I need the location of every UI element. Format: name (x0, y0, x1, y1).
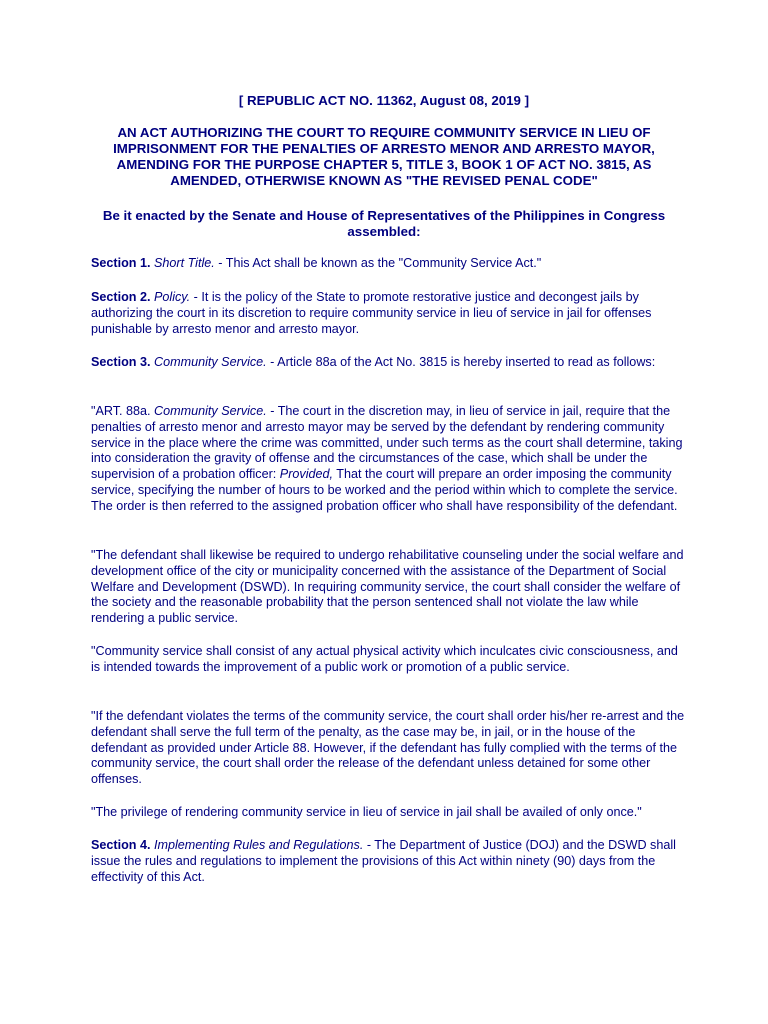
section-2-text: - It is the policy of the State to promote restorative justice and decongest jails by authorizing the court in its discretion to require community service in lieu of service in jail for offenses punishable by arresto menor and arresto mayor. (91, 290, 652, 336)
enacting-clause: Be it enacted by the Senate and House of Representatives of the Philippines in Congress assembled: (102, 208, 666, 239)
section-4-text: - The Department of Justice (DOJ) and the DSWD shall issue the rules and regulations to implement the provisions of this Act within ninety (90) days from the effectivity of this Act. (91, 838, 676, 884)
article-88a-paragraph-4: "If the defendant violates the terms of the community service, the court shall order his/her re-arrest and the defendant shall serve the full term of the penalty, as the case may be, in jail, or in the house of the defendant as provided under Article 88. However, if the defendant has fully complied with the terms of the community service, the court shall order the release of the defendant unless detained for some other offenses. (91, 709, 685, 787)
section-3-heading: Community Service. (154, 355, 267, 369)
section-1-label: Section 1. (91, 256, 151, 270)
article-lead: "ART. 88a. (91, 404, 155, 418)
section-3 (91, 355, 689, 371)
section-2-heading: Policy. (154, 290, 191, 304)
section-2-label: Section 2. (91, 290, 151, 304)
section-4-heading: Implementing Rules and Regulations. (154, 838, 364, 852)
article-88a-paragraph-5: "The privilege of rendering community service in lieu of service in jail shall be availed of only once." (91, 805, 642, 819)
article-88a-paragraph-3: "Community service shall consist of any actual physical activity which inculcates civic consciousness, and is intended towards the improvement of a public work or promotion of a public service. (91, 644, 678, 674)
article-88a-paragraph-2: "The defendant shall likewise be required to undergo rehabilitative counseling under the social welfare and development office of the city or municipality concerned with the assistance of the Department of Social Welfare and Development (DSWD). In requiring community service, the court shall consider the welfare of the society and the reasonable probability that the person sentenced shall not violate the law while rendering a public service. (91, 548, 684, 626)
article-text: - The court in the discretion may, in lieu of service in jail, require that the penalties of arresto menor and arresto mayor may be served by the defendant by rendering community service in the place where the crime was committed, under such terms as the court shall determine, taking into consideration the gravity of offense and the circumstances of the case, which shall be under the supervision of a probation officer: (91, 404, 683, 482)
section-4 (91, 838, 689, 885)
section-2 (91, 290, 689, 337)
section-3-label: Section 3. (91, 355, 151, 369)
section-4-label: Section 4. (91, 838, 151, 852)
act-number: [ REPUBLIC ACT NO. 11362, August 08, 2019 ] (238, 93, 530, 108)
article-proviso: Provided, (279, 467, 334, 482)
act-title: AN ACT AUTHORIZING THE COURT TO REQUIRE COMMUNITY SERVICE IN LIEU OF IMPRISONMENT FOR THE PENALTIES OF ARRESTO MENOR AND ARRESTO MAYOR, AMENDING FOR THE PURPOSE CHAPTER 5, TITLE 3, BOOK 1 OF ACT NO. 3815, AS AMENDED, OTHERWISE KNOWN AS "THE REVISED PENAL CODE" (113, 125, 655, 188)
section-3-text: - Article 88a of the Act No. 3815 is hereby inserted to read as follows: (266, 355, 656, 369)
section-1-heading: Short Title. (154, 256, 215, 270)
article-88a-paragraph-1 (91, 404, 689, 515)
section-1 (91, 256, 689, 272)
article-heading: Community Service. (154, 404, 267, 418)
section-1-text: - This Act shall be known as the "Community Service Act." (214, 256, 542, 270)
article-rest: That the court will prepare an order imposing the community service, specifying the number of hours to be worked and the period within which to complete the service. The order is then referred to the assigned probation officer who shall have responsibility of the defendant. (91, 467, 678, 513)
